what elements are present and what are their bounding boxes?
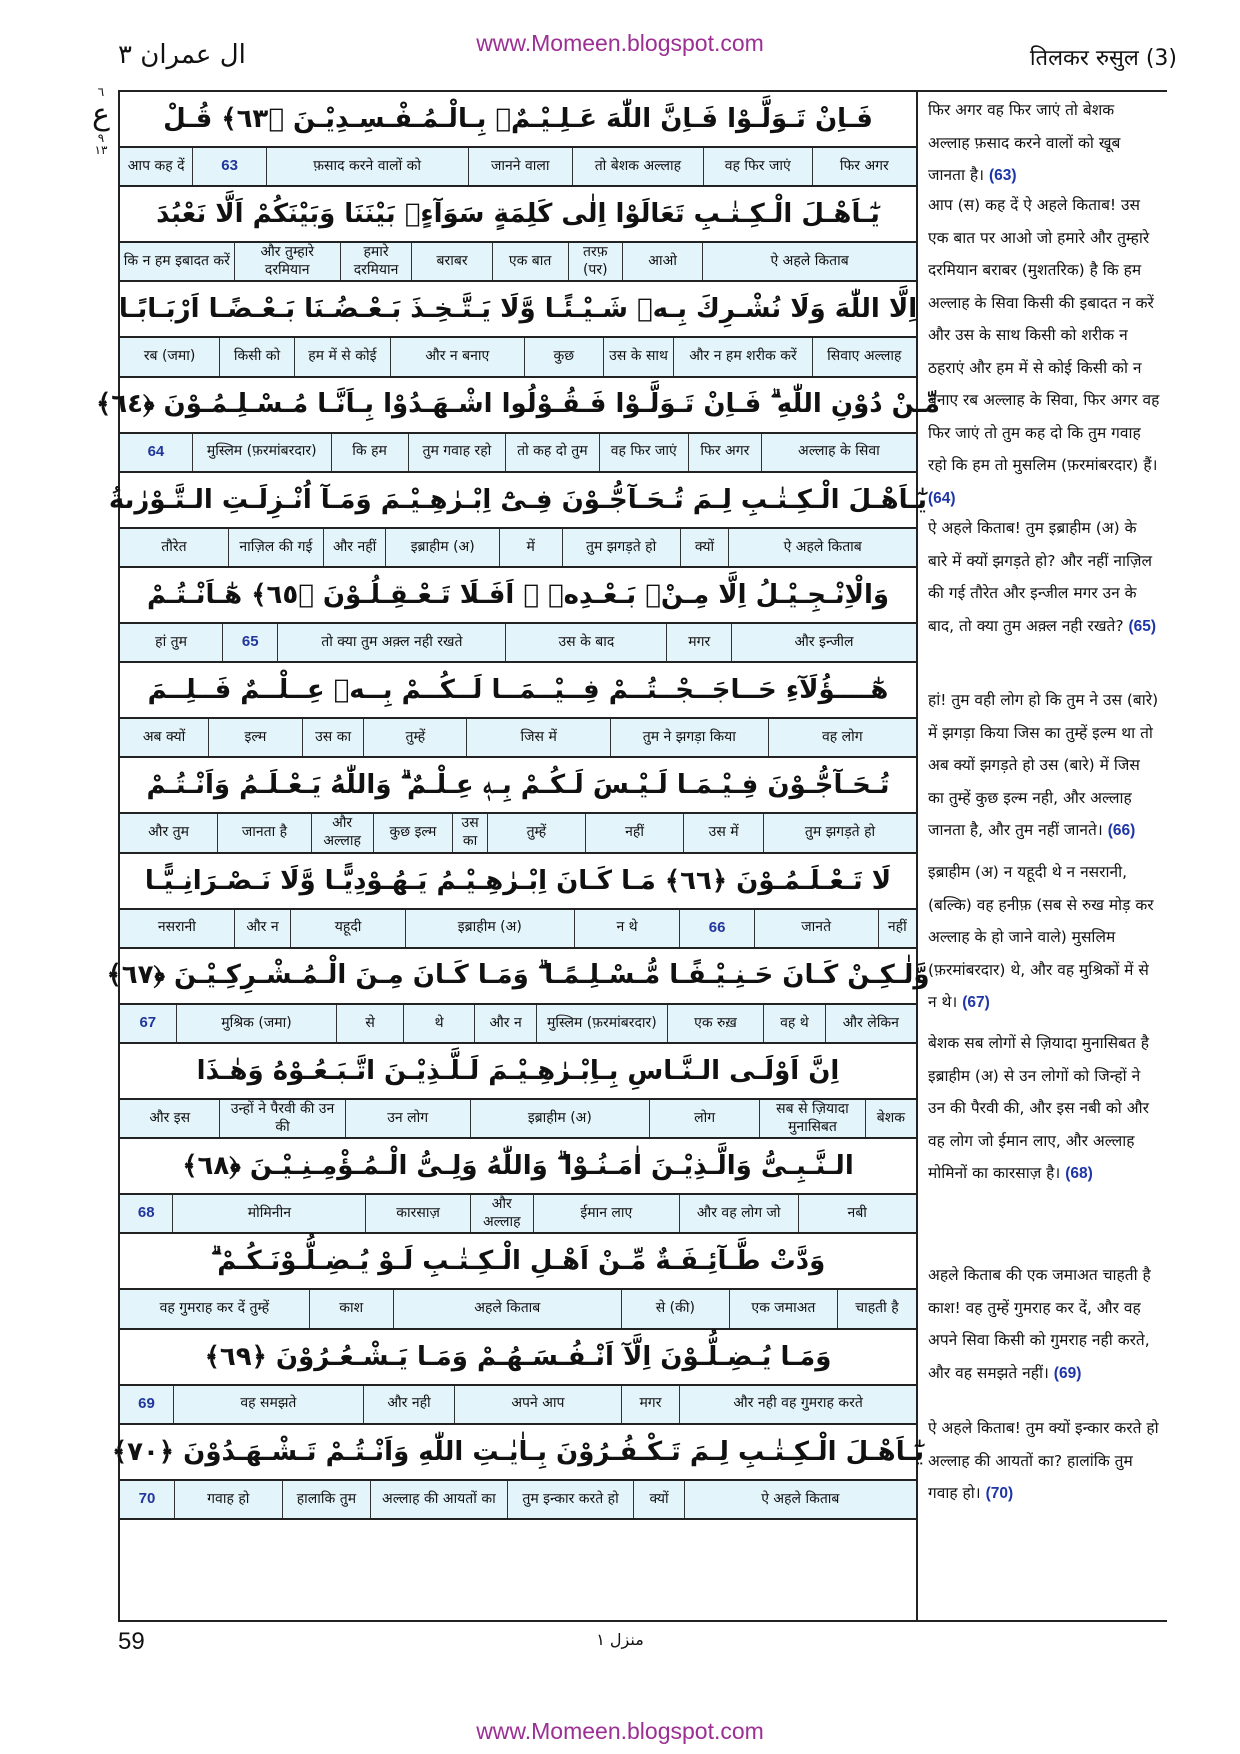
word-translation-strip	[120, 1005, 916, 1044]
word-meaning-cell: तुम ने झगड़ा किया	[610, 719, 768, 756]
word-meaning-cell: तौरेत	[161, 538, 187, 555]
word-meaning-cell: और नही	[363, 1386, 454, 1423]
word-meaning-cell: न थे	[574, 910, 680, 947]
translation-text: हां! तुम वही लोग हो कि तुम ने उस (बारे) में झगड़ा किया जिस का तुम्हें इल्म था तो अब क्यों झगड़ते हो उस (बारे) में जिस का तुम्हें कुछ इल्म नही, और अल्लाह जानता है, और तुम नहीं जानते।	[928, 691, 1159, 839]
word-meaning-cell: और तुम	[148, 824, 189, 841]
word-meaning-cell: वह थे	[763, 1005, 825, 1042]
word-meaning-cell: अल्लाह की आयतों का	[370, 1481, 506, 1518]
verse-number: (65)	[1128, 617, 1157, 635]
word-meaning-cell: मुस्लिम (फ़रमांबरदार)	[536, 1005, 667, 1042]
word-meaning-cell: गवाह हो	[174, 1481, 282, 1518]
verse-number: (66)	[1107, 822, 1136, 839]
word-meaning-cell: आप कह दें	[127, 157, 185, 174]
arabic-line: يٰٓـاَهْـلَ الْـكِـتٰـبِ لِـمَ تُـحَـآجُّـوْنَ فِـىْٓ اِبْـرٰهِـيْـمَ وَمَـآ اُنْـزِلَـتِ الـتَّـوْرٰىةُ	[120, 473, 916, 529]
word-meaning-cell: कि न हम इबादत करें	[123, 253, 230, 270]
word-meaning-cell: वह समझते	[173, 1386, 363, 1423]
manzil-label: منزل ١	[596, 1630, 644, 1649]
word-meaning-cell: और न	[234, 910, 290, 947]
arabic-line: يٰٓـاَهْـلَ الْـكِـتٰـبِ لِـمَ تَـكْـفُـرُوْنَ بِـاٰيٰـتِ اللّٰهِ وَاَنْـتُـمْ تَـشْـهَـدُوْنَ ﴿٧٠﴾	[120, 1425, 916, 1481]
word-meaning-cell: हम में से कोई	[294, 338, 390, 375]
word-meaning-cell: अल्लाह के सिवा	[761, 434, 916, 471]
word-meaning-cell: मगर	[666, 624, 731, 661]
word-meaning-cell: बराबर	[411, 243, 491, 280]
arabic-line: مِّـنْ دُوْنِ اللّٰهِ ۗ فَـاِنْ تَـوَلَّـوْا فَـقُـوْلُوا اشْـهَـدُوْا بِـاَنَّـا مُـسْـلِـمُـوْنَ ﴿٦٤﴾	[120, 378, 916, 434]
word-meaning-cell: तो क्या तुम अक़्ल नही रखते	[277, 624, 505, 661]
translation-text: इब्राहीम (अ) न यहूदी थे न नसरानी, (बल्कि) वह हनीफ़ (सब से रुख मोड़ कर अल्लाह के हो जाने वाले) मुसलिम (फ़रमांबरदार) थे, और वह मुश्रिकों में से न थे।	[928, 863, 1154, 1011]
word-meaning-cell: एक जमाअत	[729, 1290, 837, 1327]
word-meaning-cell: इल्म	[208, 719, 302, 756]
translation-paragraph	[928, 1027, 1160, 1191]
word-meaning-cell: अब क्यों	[142, 729, 186, 746]
word-meaning-cell: कारसाज़	[365, 1195, 470, 1232]
arabic-line: لَا تَـعْـلَـمُـوْنَ ﴿٦٦﴾ مَـا كَـانَ اِبْـرٰهِـيْـمُ يَـهُـوْدِيًّـا وَّلَا نَـصْـرَانِـيًّـا	[120, 854, 916, 910]
translation-paragraph	[928, 1259, 1160, 1390]
word-translation-strip	[120, 338, 916, 377]
word-meaning-cell: और न हम शरीक करें	[673, 338, 811, 375]
word-translation-strip	[120, 1195, 916, 1234]
word-meaning-cell: जानते	[754, 910, 878, 947]
word-meaning-cell: वह गुमराह कर दें तुम्हें	[159, 1300, 270, 1317]
surah-name: ال عمران ۳	[118, 40, 246, 70]
word-meaning-cell: किसी को	[219, 338, 294, 375]
word-translation-strip	[120, 1481, 916, 1520]
word-meaning-cell: उस के साथ	[603, 338, 674, 375]
word-meaning-cell: तो बेशक अल्लाह	[572, 148, 703, 185]
word-meaning-cell: और तुम्हारे दरमियान	[234, 243, 340, 280]
word-meaning-cell: फिर अगर	[688, 434, 761, 471]
word-meaning-cell: जानता है	[217, 814, 311, 851]
word-meaning-cell: यहूदी	[290, 910, 405, 947]
word-meaning-cell: नसरानी	[157, 919, 196, 936]
translation-text: ऐ अहले किताब! तुम इब्राहीम (अ) के बारे में क्यों झगड़ते हो? और नहीं नाज़िल की गई तौरेत और इन्जील मगर उन के बाद, तो क्या तुम अक़्ल नही रखते?	[928, 519, 1152, 635]
word-meaning-cell: कि हम	[331, 434, 408, 471]
verse-number: (69)	[1053, 1364, 1082, 1382]
word-meaning-cell: ऐ अहले किताब	[702, 243, 916, 280]
word-meaning-cell: तुम झगड़ते हो	[763, 814, 916, 851]
arabic-line: تُـحَـآجُّـوْنَ فِـيْـمَـا لَـيْـسَ لَـكُـمْ بِـهٖ عِـلْـمٌ ۗ وَاللّٰهُ يَـعْـلَـمُ وَاَنْـتُـمْ	[120, 758, 916, 814]
verse-number: (68)	[1065, 1165, 1093, 1182]
word-meaning-cell: तुम झगड़ते हो	[562, 529, 680, 566]
translation-paragraph	[928, 189, 1160, 515]
word-translation-strip	[120, 1100, 916, 1139]
verse-number-cell: 69	[138, 1394, 155, 1412]
top-url[interactable]: www.Momeen.blogspot.com	[476, 30, 764, 56]
translation-text: फिर अगर वह फिर जाएं तो बेशक अल्लाह फ़साद करने वालों को खूब जानता है।	[928, 101, 1121, 184]
word-meaning-cell: तुम गवाह रहो	[408, 434, 506, 471]
translation-paragraph	[928, 1412, 1160, 1511]
word-meaning-cell: और लेकिन	[825, 1005, 916, 1042]
translation-column	[918, 90, 1167, 1622]
word-meaning-cell: जिस में	[466, 719, 610, 756]
word-meaning-cell: उस में	[683, 814, 763, 851]
verse-number: (67)	[962, 994, 990, 1011]
word-meaning-cell: आओ	[622, 243, 702, 280]
word-meaning-cell: मोमिनीन	[172, 1195, 365, 1232]
word-meaning-cell: में	[499, 529, 562, 566]
verse-number: (64)	[928, 489, 956, 507]
word-meaning-cell: फिर अगर	[812, 148, 916, 185]
word-meaning-cell: उन्हों ने पैरवी की उन की	[219, 1100, 344, 1137]
translation-text: बेशक सब लोगों से ज़ियादा मुनासिबत है इब्राहीम (अ) से उन लोगों को जिन्हों ने उन की पैरवी की, और इस नबी को और वह लोग जो ईमान लाए, और अल्लाह मोमिनों का कारसाज़ है।	[928, 1034, 1149, 1182]
word-meaning-cell: थे	[403, 1005, 474, 1042]
word-meaning-cell: काश	[309, 1290, 393, 1327]
ruku-bottom-number: ١٣	[94, 143, 108, 157]
chapter-title: तिलकर रुसुल (3)	[1029, 46, 1177, 71]
verse-number-cell: 65	[222, 624, 277, 661]
verse-number-cell: 68	[137, 1204, 155, 1222]
word-meaning-cell: मुस्लिम (फ़रमांबरदार)	[192, 434, 331, 471]
bottom-url[interactable]: www.Momeen.blogspot.com	[476, 1718, 764, 1744]
word-meaning-cell: सब से ज़ियादा मुनासिबत	[759, 1100, 864, 1137]
arabic-line: وَدَّتْ طَّـآئِـفَـةٌ مِّـنْ اَهْـلِ الْـكِـتٰـبِ لَـوْ يُـضِـلُّـوْنَـكُـمْ ۗ	[120, 1234, 916, 1290]
translation-text: अहले किताब की एक जमाअत चाहती है काश! वह तुम्हें गुमराह कर दें, और वह अपने सिवा किसी को गुमराह नही करते, और वह समझते नहीं।	[928, 1266, 1151, 1382]
word-meaning-cell: वह लोग	[768, 719, 916, 756]
arabic-line: هٰٓــــؤُلَآءِ حَــاجَــجْــتُــمْ فِــيْــمَــا لَــكُــمْ بِــهٖ عِــلْــمٌ فَــلِــمَ	[120, 663, 916, 719]
word-meaning-cell: कुछ इल्म	[373, 814, 453, 851]
verse-number: (70)	[985, 1485, 1014, 1502]
arabic-line: يٰٓـاَهْـلَ الْـكِـتٰـبِ تَعَالَوْا اِلٰى كَلِمَةٍ سَوَآءٍۢ بَيْنَنَا وَبَيْنَكُمْ اَلَّا نَعْبُدَ	[120, 187, 916, 243]
word-meaning-cell: बेशक	[865, 1100, 916, 1137]
word-meaning-cell: और अल्लाह	[311, 814, 373, 851]
arabic-line: وَّلٰـكِـنْ كَـانَ حَـنِـيْـفًـا مُّـسْـلِـمًـا ۗ وَمَـا كَـانَ مِـنَ الْـمُـشْـرِكِـيْـنَ ﴿٦٧﴾	[120, 949, 916, 1005]
word-meaning-cell: तुम्हें	[363, 719, 466, 756]
word-meaning-cell: अहले किताब	[393, 1290, 621, 1327]
word-translation-strip	[120, 243, 916, 282]
word-translation-strip	[120, 719, 916, 758]
arabic-line: فَـاِنْ تَـوَلَّـوْا فَـاِنَّ اللّٰهَ عَـلِـيْـمٌۢ بِـالْـمُـفْـسِـدِيْـنَ ﴿٦٣﴾ قُـلْ	[120, 92, 916, 148]
verse-number: (63)	[988, 167, 1017, 184]
ruku-marker	[86, 86, 116, 156]
translation-paragraph	[928, 512, 1160, 643]
page-number: 59	[118, 1628, 145, 1655]
ruku-mid-number: ٩	[97, 131, 105, 145]
word-meaning-cell: नहीं	[878, 910, 916, 947]
translation-text: ऐ अहले किताब! तुम क्यों इन्कार करते हो अल्लाह की आयतों का? हालांकि तुम गवाह हो।	[928, 1419, 1159, 1502]
word-meaning-cell: एक रुख़	[667, 1005, 763, 1042]
word-meaning-cell: और न	[474, 1005, 536, 1042]
word-translation-strip	[120, 148, 916, 187]
word-meaning-cell: और इन्जील	[731, 624, 916, 661]
verse-number-cell: 70	[138, 1490, 156, 1508]
word-meaning-cell: कुछ	[524, 338, 603, 375]
word-meaning-cell: ईमान लाए	[533, 1195, 679, 1232]
word-meaning-cell: इब्राहीम (अ)	[385, 529, 499, 566]
word-meaning-cell: जानने वाला	[468, 148, 572, 185]
word-meaning-cell: उस के बाद	[505, 624, 666, 661]
word-meaning-cell: तुम इन्कार करते हो	[507, 1481, 634, 1518]
verse-number-cell: 67	[139, 1014, 157, 1032]
word-meaning-cell: वह फिर जाएं	[703, 148, 812, 185]
word-translation-strip	[120, 814, 916, 853]
translation-paragraph	[928, 94, 1160, 193]
word-meaning-cell: हालाकि तुम	[282, 1481, 371, 1518]
word-translation-strip	[120, 910, 916, 949]
word-meaning-cell: मुश्रिक (जमा)	[176, 1005, 337, 1042]
word-meaning-cell: अपने आप	[454, 1386, 620, 1423]
word-translation-strip	[120, 1386, 916, 1425]
word-meaning-cell: हां तुम	[155, 633, 188, 650]
word-meaning-cell: और अल्लाह	[470, 1195, 533, 1232]
word-translation-strip	[120, 529, 916, 568]
word-meaning-cell: उन लोग	[345, 1100, 470, 1137]
translation-paragraph	[928, 684, 1160, 848]
word-meaning-cell: मगर	[621, 1386, 680, 1423]
word-meaning-cell: फ़साद करने वालों को	[266, 148, 468, 185]
word-meaning-cell: नहीं	[585, 814, 683, 851]
ruku-mark: ع	[92, 97, 110, 132]
word-meaning-cell: और न बनाए	[390, 338, 524, 375]
word-meaning-cell: चाहती है	[837, 1290, 916, 1327]
word-meaning-cell: और इस	[149, 1109, 191, 1126]
word-meaning-cell: रब (जमा)	[143, 348, 196, 365]
word-meaning-cell: लोग	[649, 1100, 759, 1137]
word-meaning-cell: क्यों	[680, 529, 729, 566]
word-meaning-cell: इब्राहीम (अ)	[470, 1100, 649, 1137]
word-meaning-cell: तो कह दो तुम	[505, 434, 598, 471]
word-meaning-cell: तुम्हें	[487, 814, 585, 851]
ruku-top-number: ٦	[97, 85, 105, 99]
word-meaning-cell: एक बात	[492, 243, 568, 280]
word-translation-strip	[120, 1290, 916, 1329]
translation-paragraph	[928, 856, 1160, 1020]
word-meaning-cell: से	[336, 1005, 403, 1042]
word-meaning-cell: उस का	[302, 719, 364, 756]
word-translation-strip	[120, 434, 916, 473]
word-meaning-cell: वह फिर जाएं	[599, 434, 688, 471]
arabic-line: اِلَّا اللّٰهَ وَلَا نُشْـرِكَ بِـهٖ شَـيْـئًـا وَّلَا يَـتَّـخِـذَ بَـعْـضُـنَا بَـعْـضًـا اَرْبَـابًـا	[120, 282, 916, 338]
verse-number-cell: 63	[192, 148, 265, 185]
word-meaning-cell: सिवाए अल्लाह	[812, 338, 916, 375]
word-meaning-cell: तरफ़ (पर)	[568, 243, 622, 280]
word-meaning-cell: क्यों	[633, 1481, 683, 1518]
verse-number-cell: 66	[679, 910, 753, 947]
word-meaning-cell: ऐ अहले किताब	[728, 529, 916, 566]
word-meaning-cell: हमारे दरमियान	[340, 243, 412, 280]
word-meaning-cell: और नही वह गुमराह करते	[679, 1386, 916, 1423]
arabic-line: اِنَّ اَوْلَـى الـنَّـاسِ بِـاِبْـرٰهِـيْـمَ لَـلَّـذِيْـنَ اتَّـبَـعُـوْهُ وَهٰـذَا	[120, 1044, 916, 1100]
word-meaning-cell: इब्राहीम (अ)	[405, 910, 574, 947]
arabic-line: وَمَـا يُـضِـلُّـوْنَ اِلَّآ اَنْـفُـسَـهُـمْ وَمَـا يَـشْـعُـرُوْنَ ﴿٦٩﴾	[120, 1330, 916, 1386]
arabic-line: وَالْاِنْـجِـيْـلُ اِلَّا مِـنْۢ بَـعْـدِهٖ ۗ اَفَـلَا تَـعْـقِـلُـوْنَ ﴿٦٥﴾ هٰٓـاَنْـتُـمْ	[120, 568, 916, 624]
word-meaning-cell: उस का	[452, 814, 486, 851]
word-meaning-cell: ऐ अहले किताब	[684, 1481, 916, 1518]
word-meaning-cell: से (की)	[621, 1290, 729, 1327]
word-meaning-cell: नबी	[798, 1195, 917, 1232]
word-meaning-cell: और वह लोग जो	[679, 1195, 798, 1232]
verse-number-cell: 64	[147, 442, 165, 460]
arabic-line: الـنَّـبِـىُّ وَالَّـذِيْـنَ اٰمَـنُـوْا ۗ وَاللّٰهُ وَلِـىُّ الْـمُـؤْمِـنِـيْـنَ ﴿٦٨﴾	[120, 1139, 916, 1195]
translation-text: आप (स) कह दें ऐ अहले किताब! उस एक बात पर आओ जो हमारे और तुम्हारे दरमियान बराबर (मुशतरिक) है कि हम अल्लाह के सिवा किसी की इबादत न करें और उस के साथ किसी को शरीक न ठहराएं और हम में से कोई किसी को न बनाए रब अल्लाह के सिवा, फिर अगर वह फिर जाएं तो तुम कह दो कि तुम गवाह रहो कि हम तो मुसलिम (फ़रमांबरदार) हैं।	[928, 196, 1160, 474]
word-translation-strip	[120, 624, 916, 663]
word-meaning-cell: और नहीं	[323, 529, 386, 566]
word-meaning-cell: नाज़िल की गई	[228, 529, 323, 566]
